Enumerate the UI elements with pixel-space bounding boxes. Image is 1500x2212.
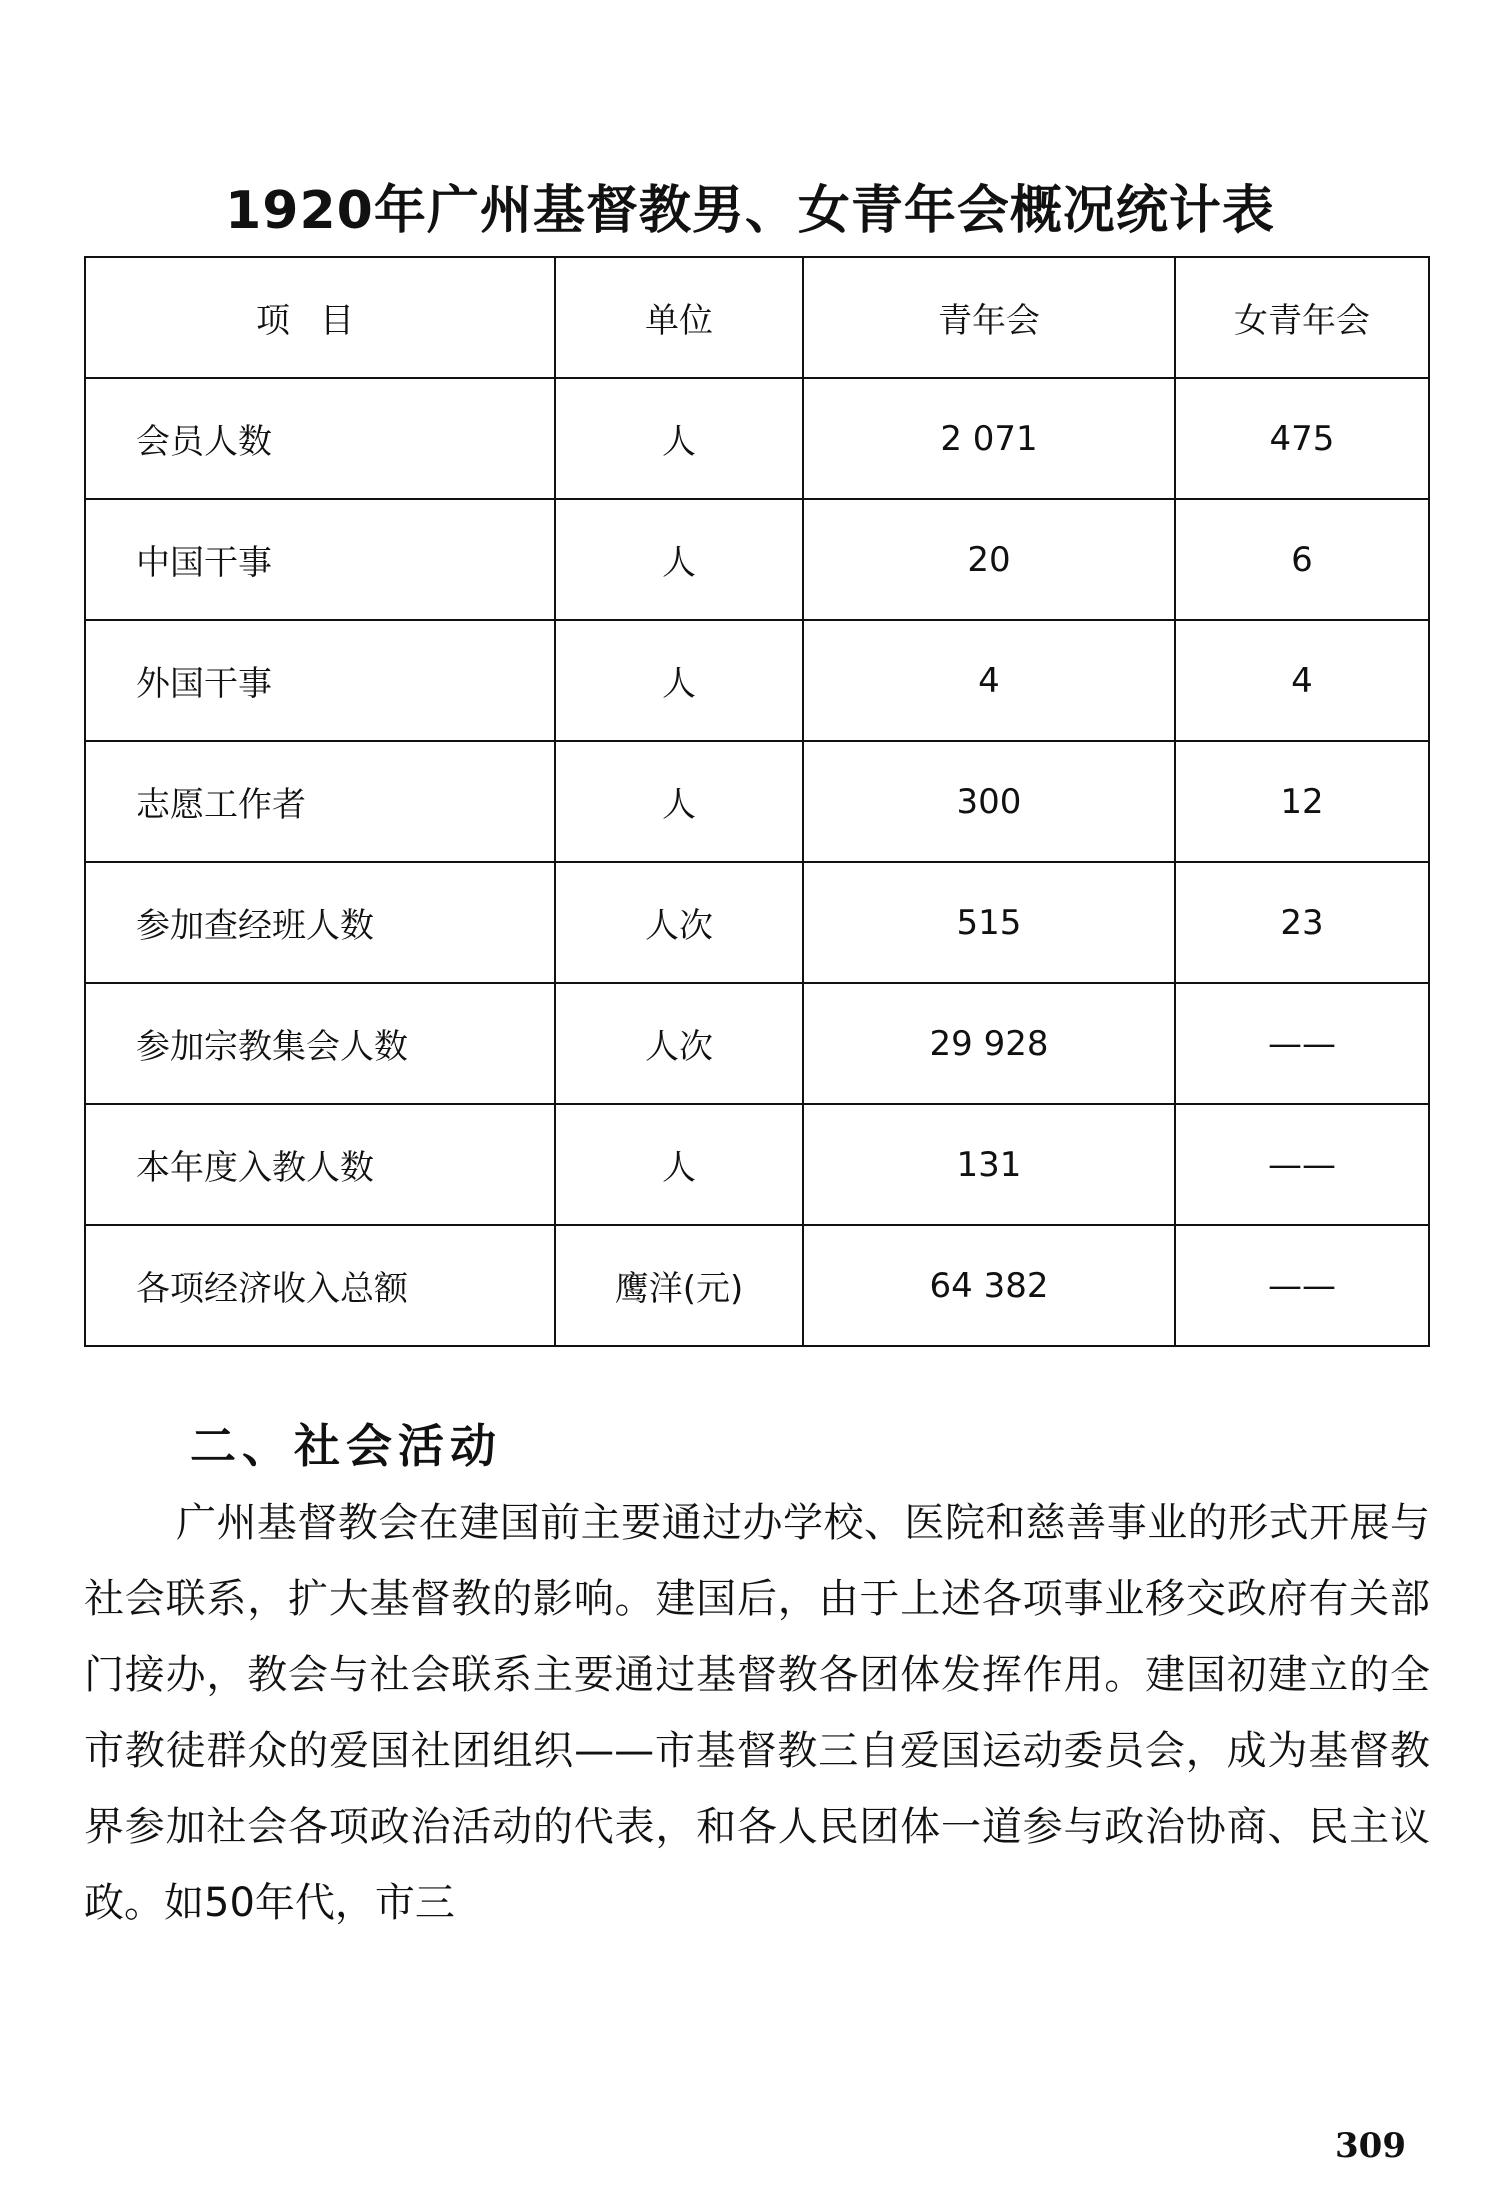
row-unit: 人 — [555, 620, 803, 741]
table-row — [85, 499, 1429, 620]
table-row — [85, 1104, 1429, 1225]
table-row — [85, 378, 1429, 499]
row-ywca-value: 4 — [1175, 620, 1429, 741]
row-unit: 人次 — [555, 983, 803, 1104]
page-number: 309 — [1335, 2126, 1406, 2166]
row-unit: 人 — [555, 1104, 803, 1225]
row-unit: 人 — [555, 378, 803, 499]
table-row — [85, 862, 1429, 983]
row-ywca-value: 6 — [1175, 499, 1429, 620]
row-ywca-value: —— — [1175, 983, 1429, 1104]
row-ywca-value: —— — [1175, 1104, 1429, 1225]
section-heading: 二、社会活动 — [190, 1419, 502, 1473]
row-item: 会员人数 — [85, 378, 555, 499]
row-ymca-value: 20 — [803, 499, 1175, 620]
table-row — [85, 741, 1429, 862]
table-row — [85, 620, 1429, 741]
row-ymca-value: 131 — [803, 1104, 1175, 1225]
row-item: 各项经济收入总额 — [85, 1225, 555, 1346]
row-unit: 鹰洋(元) — [555, 1225, 803, 1346]
row-ywca-value: 23 — [1175, 862, 1429, 983]
row-item: 本年度入教人数 — [85, 1104, 555, 1225]
header-ymca: 青年会 — [803, 257, 1175, 378]
row-item: 参加查经班人数 — [85, 862, 555, 983]
table-title: 1920年广州基督教男、女青年会概况统计表 — [225, 181, 1275, 241]
row-item: 志愿工作者 — [85, 741, 555, 862]
table-row — [85, 1225, 1429, 1346]
row-ymca-value: 2 071 — [803, 378, 1175, 499]
row-item: 外国干事 — [85, 620, 555, 741]
statistics-table — [84, 256, 1430, 1347]
row-item: 中国干事 — [85, 499, 555, 620]
header-item: 项目 — [85, 257, 555, 378]
row-unit: 人 — [555, 741, 803, 862]
table-row — [85, 983, 1429, 1104]
header-unit: 单位 — [555, 257, 803, 378]
body-paragraph: 广州基督教会在建国前主要通过办学校、医院和慈善事业的形式开展与社会联系，扩大基督教的影响。建国后，由于上述各项事业移交政府有关部门接办，教会与社会联系主要通过基督教各团体发挥作用。建国初建立的全市教徒群众的爱国社团组织——市基督教三自爱国运动委员会，成为基督教界参加社会各项政治活动的代表，和各人民团体一道参与政治协商、民主议政。如50年代，市三 — [84, 1500, 1430, 1926]
table-header-row — [85, 257, 1429, 378]
row-ymca-value: 515 — [803, 862, 1175, 983]
row-ymca-value: 300 — [803, 741, 1175, 862]
row-unit: 人 — [555, 499, 803, 620]
row-ymca-value: 29 928 — [803, 983, 1175, 1104]
row-item: 参加宗教集会人数 — [85, 983, 555, 1104]
row-ymca-value: 4 — [803, 620, 1175, 741]
row-ywca-value: —— — [1175, 1225, 1429, 1346]
row-ymca-value: 64 382 — [803, 1225, 1175, 1346]
row-ywca-value: 475 — [1175, 378, 1429, 499]
row-ywca-value: 12 — [1175, 741, 1429, 862]
row-unit: 人次 — [555, 862, 803, 983]
header-ywca: 女青年会 — [1175, 257, 1429, 378]
